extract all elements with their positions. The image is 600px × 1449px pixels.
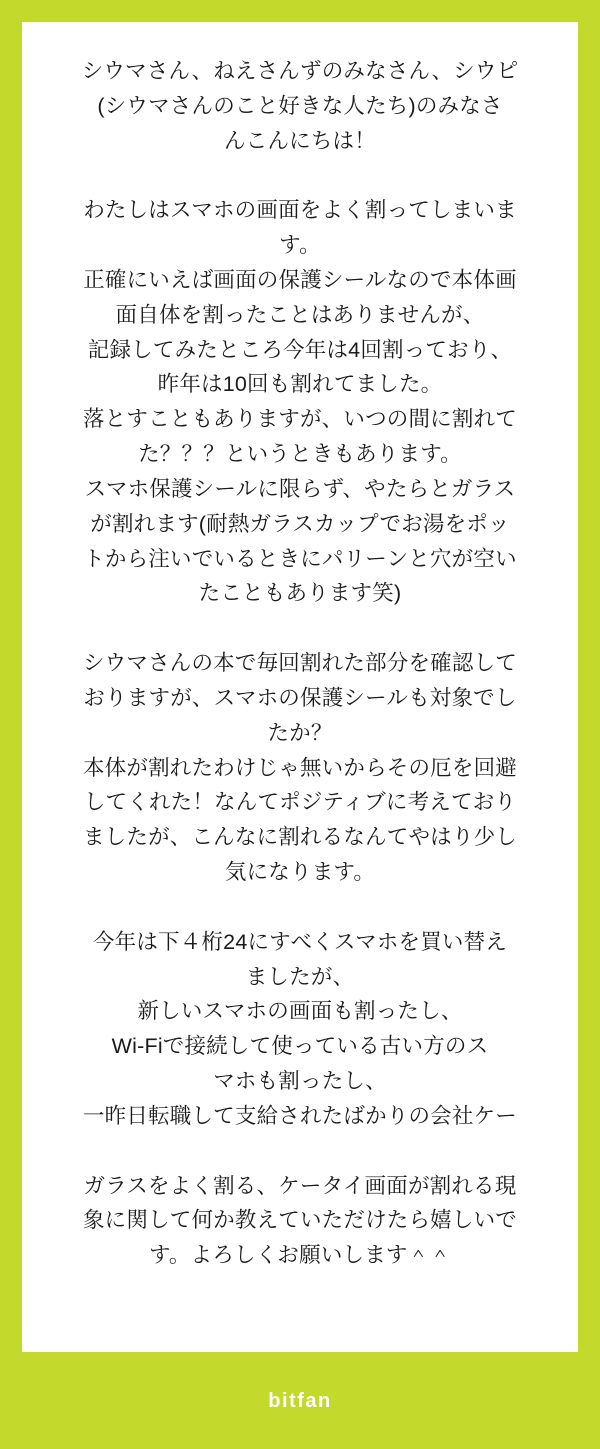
text-line: が割れます(耐熱ガラスカップでお湯をポッ	[90, 511, 510, 536]
text-line: 今年は下４桁24にすべくスマホを買い替え	[92, 929, 508, 954]
text-line: す。よろしくお願いします＾＾	[148, 1243, 452, 1268]
text-line: たか？	[267, 720, 333, 745]
paragraph-new-phone	[50, 925, 550, 1134]
text-line: んこんにちは！	[224, 128, 376, 153]
text-line: わたしはスマホの画面をよく割ってしまいま	[83, 198, 517, 223]
text-line: 昨年は10回も割れてました。	[157, 372, 443, 397]
text-line: 気になります。	[224, 860, 376, 885]
text-line: 面自体を割ったことはありませんが、	[115, 302, 485, 327]
text-line: スマホ保護シールに限らず、やたらとガラス	[84, 476, 516, 501]
text-line: 記録してみたところ今年は4回割っており、	[87, 337, 513, 362]
text-line: おりますが、スマホの保護シールも対象でし	[83, 685, 517, 710]
text-line: してくれた！なんてポジティブに考えており	[83, 790, 517, 815]
text-line: た？？？というときもあります。	[138, 442, 462, 467]
text-line: シウマさん、ねえさんずのみなさん、シウピ	[81, 59, 519, 83]
text-line: 落とすこともありますが、いつの間に割れて	[82, 407, 517, 432]
paragraph-broken-screens	[50, 193, 550, 611]
text-line: す。	[279, 233, 321, 258]
text-line: 正確にいえば画面の保護シールなので本体画	[83, 267, 517, 292]
text-line: 新しいスマホの画面も割ったし、	[137, 999, 463, 1024]
text-line: シウマさんの本で毎回割れた部分を確認して	[82, 651, 517, 676]
text-line: Wi-Fiで接続して使っている古い方のス	[111, 1034, 489, 1059]
paragraph-book-question	[50, 646, 550, 890]
paragraph-closing-request	[50, 1169, 550, 1273]
paragraph-greeting	[50, 54, 550, 158]
text-line: 本体が割れたわけじゃ無いからその厄を回避	[82, 755, 517, 780]
text-line: トから注いでいるときにパリーンと穴が空い	[83, 546, 517, 571]
text-line: 象に関して何か教えていただけたら嬉しいで	[82, 1208, 517, 1233]
bitfan-logo: bitfan	[268, 1389, 332, 1412]
text-line: ましたが、こんなに割れるなんてやはり少し	[82, 825, 517, 850]
text-line: たこともあります笑)	[198, 581, 402, 606]
text-line: ましたが、	[245, 964, 355, 989]
message-card	[22, 22, 578, 1352]
footer	[0, 1353, 600, 1449]
text-line: マホも割ったし、	[213, 1069, 387, 1094]
text-line: ガラスをよく割る、ケータイ画面が割れる現	[83, 1173, 517, 1198]
text-line: 一昨日転職して支給されたばかりの会社ケー	[82, 1103, 517, 1128]
text-line: (シウマさんのこと好きな人たち)のみなさ	[97, 93, 503, 118]
